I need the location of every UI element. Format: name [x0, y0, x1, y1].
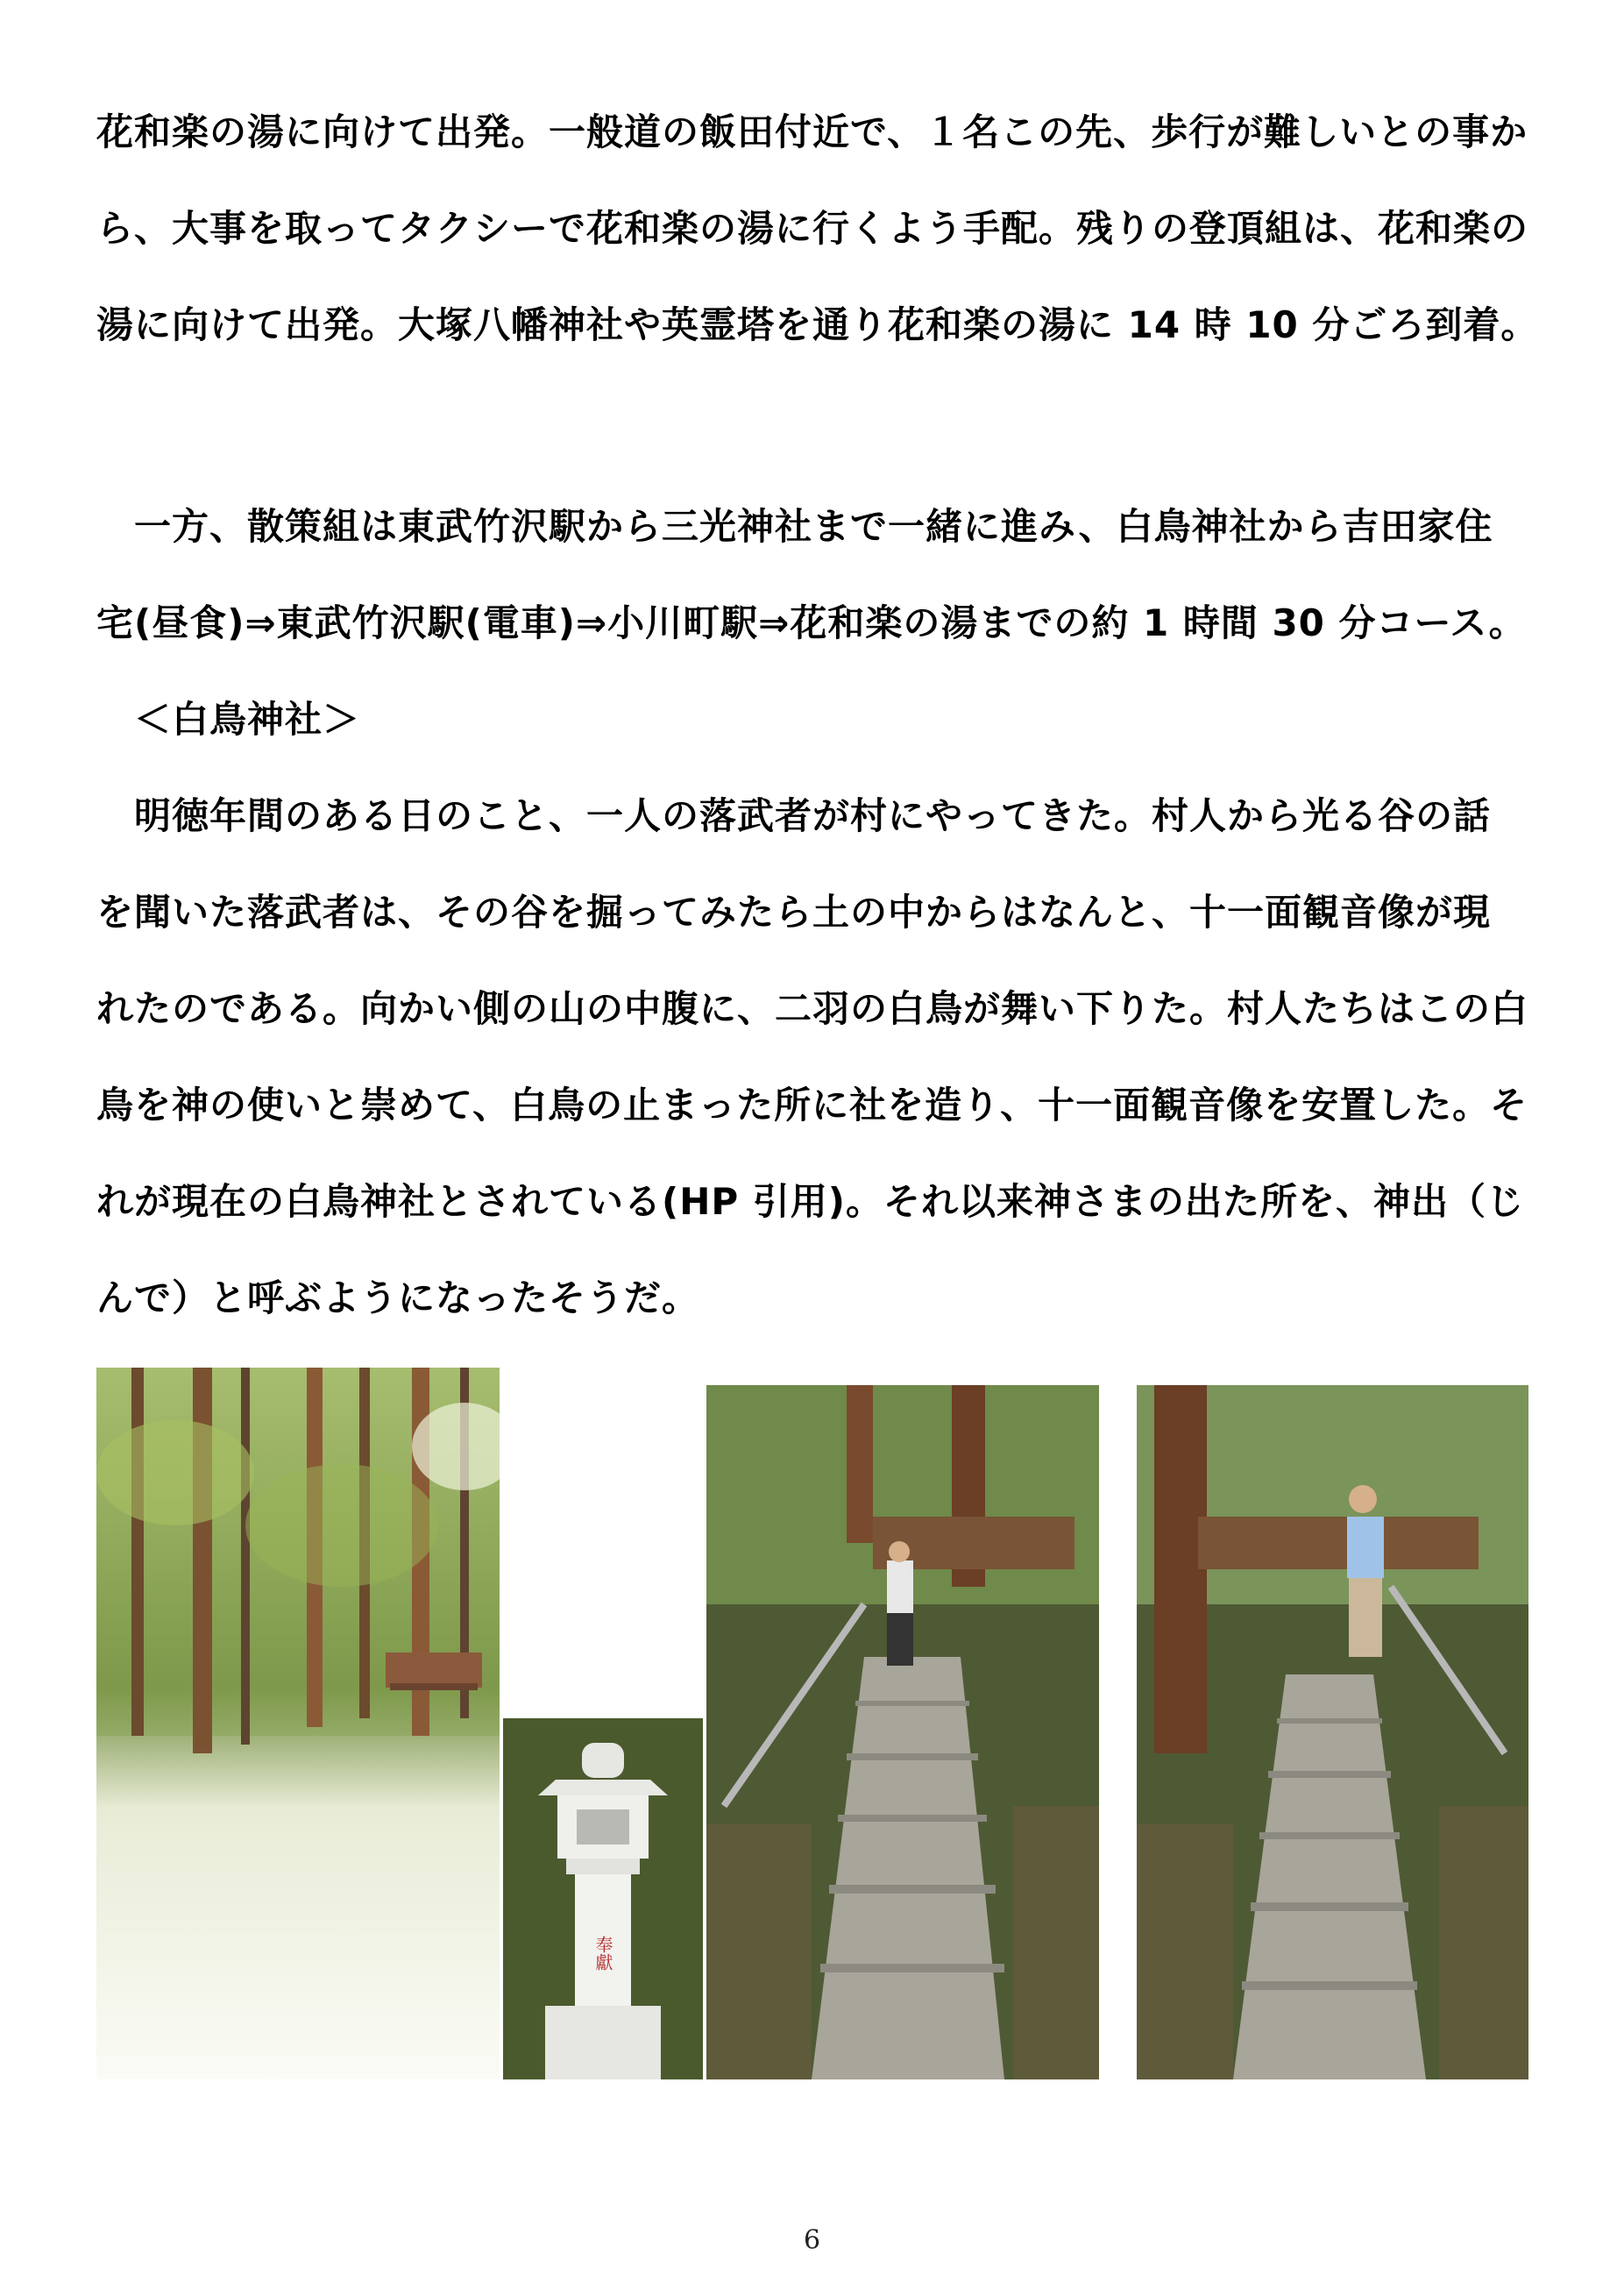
text-line: れたのである。向かい側の山の中腹に、二羽の白鳥が舞い下りた。村人たちはこの白	[96, 987, 1529, 1030]
stone-stairs-photo-2	[1137, 1385, 1528, 2079]
text-line: 明徳年間のある日のこと、一人の落武者が村にやってきた。村人から光る谷の話	[96, 794, 1492, 837]
text-line: 鳥を神の使いと崇めて、白鳥の止まった所に社を造り、十一面観音像を安置した。そ	[96, 1084, 1528, 1127]
section-heading: ＜白鳥神社＞	[96, 698, 361, 741]
text-line: 湯に向けて出発。大塚八幡神社や英霊塔を通り花和楽の湯に 14 時 10 分ごろ到着。	[96, 303, 1539, 346]
page-number: 6	[803, 2225, 821, 2256]
text-line: んで）と呼ぶようになったそうだ。	[96, 1276, 700, 1319]
text-line: ら、大事を取ってタクシーで花和楽の湯に行くよう手配。残りの登頂組は、花和楽の	[96, 207, 1529, 250]
text-line: 宅(昼食)⇒東武竹沢駅(電車)⇒小川町駅⇒花和楽の湯までの約 1 時間 30 分コース。	[96, 601, 1527, 644]
text-line: を聞いた落武者は、その谷を掘ってみたら土の中からはなんと、十一面観音像が現	[96, 891, 1492, 934]
stone-stairs-photo-1	[706, 1385, 1099, 2079]
stone-lantern-photo	[503, 1718, 703, 2079]
text-line: 一方、散策組は東武竹沢駅から三光神社まで一緒に進み、白鳥神社から吉田家住	[96, 505, 1493, 548]
lantern-inscription: 奉獻	[592, 1936, 613, 1971]
text-line: 花和楽の湯に向けて出発。一般道の飯田付近で、１名この先、歩行が難しいとの事か	[96, 110, 1528, 153]
text-line: れが現在の白鳥神社とされている(HP 引用)。それ以来神さまの出た所を、神出（じ	[96, 1180, 1524, 1223]
forest-shrine-photo	[96, 1368, 500, 2079]
